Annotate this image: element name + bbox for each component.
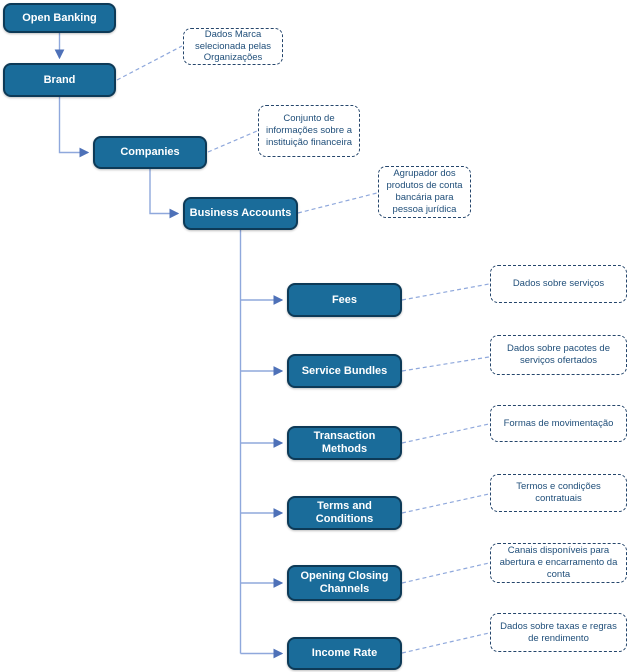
note-brand[interactable]: [183, 28, 283, 65]
node-business-accounts-label: Business Accounts: [189, 207, 292, 220]
node-income-rate[interactable]: [287, 637, 402, 670]
node-transaction-methods-label: Transaction Methods: [313, 430, 376, 455]
node-open-banking-label: Open Banking: [22, 11, 97, 24]
note-terms-and-conditions-text: Termos e condições contratuais: [516, 481, 601, 504]
node-opening-closing-channels-label: Opening Closing Channels: [300, 570, 389, 595]
note-brand-text: Dados Marca selecionada pelas Organizações: [194, 28, 272, 64]
node-brand-label: Brand: [43, 73, 76, 86]
node-service-bundles[interactable]: [287, 354, 402, 388]
node-brand[interactable]: [3, 63, 116, 97]
noteline-servicebundles: [402, 357, 489, 371]
note-service-bundles[interactable]: [490, 335, 627, 375]
node-terms-and-conditions[interactable]: [287, 496, 402, 530]
noteline-openingclosing: [402, 563, 489, 583]
node-fees-label: Fees: [331, 293, 358, 306]
noteline-businessaccounts: [298, 193, 377, 213]
note-fees-text: Dados sobre serviços: [512, 278, 605, 290]
note-transaction-methods[interactable]: [490, 405, 627, 442]
note-companies-text: Conjunto de informações sobre a instituição financeira: [265, 113, 353, 148]
note-opening-closing-channels-text: Canais disponíveis para abertura e encarramento da conta: [499, 545, 618, 580]
note-companies[interactable]: [258, 105, 360, 157]
noteline-fees: [402, 284, 489, 300]
node-opening-closing-channels[interactable]: [287, 565, 402, 601]
note-income-rate-text: Dados sobre taxas e regras de rendimento: [500, 620, 617, 644]
note-fees[interactable]: [490, 265, 627, 303]
note-business-accounts-text: Agrupador dos produtos de conta bancária para pessoa jurídica: [386, 168, 463, 215]
note-terms-and-conditions[interactable]: [490, 474, 627, 512]
noteline-termsandconditions: [402, 494, 489, 513]
node-service-bundles-label: Service Bundles: [301, 364, 388, 377]
note-service-bundles-text: Dados sobre pacotes de serviços ofertados: [507, 343, 610, 366]
node-terms-and-conditions-label: Terms and Conditions: [315, 500, 374, 525]
noteline-companies: [208, 131, 257, 152]
note-business-accounts[interactable]: [378, 166, 471, 218]
node-companies-label: Companies: [120, 146, 180, 159]
node-transaction-methods[interactable]: [287, 426, 402, 460]
node-income-rate-label: Income Rate: [311, 647, 378, 660]
note-transaction-methods-text: Formas de movimentação: [503, 417, 614, 429]
note-opening-closing-channels[interactable]: [490, 543, 627, 583]
noteline-transactionmethods: [402, 424, 489, 443]
node-business-accounts[interactable]: [183, 197, 298, 230]
connector-brand-companies: [60, 97, 89, 153]
note-income-rate[interactable]: [490, 613, 627, 652]
node-open-banking[interactable]: [3, 3, 116, 33]
connector-companies-businessaccounts: [150, 169, 178, 214]
noteline-incomerate: [402, 633, 489, 653]
noteline-brand: [117, 46, 182, 80]
node-fees[interactable]: [287, 283, 402, 317]
node-companies[interactable]: [93, 136, 207, 169]
